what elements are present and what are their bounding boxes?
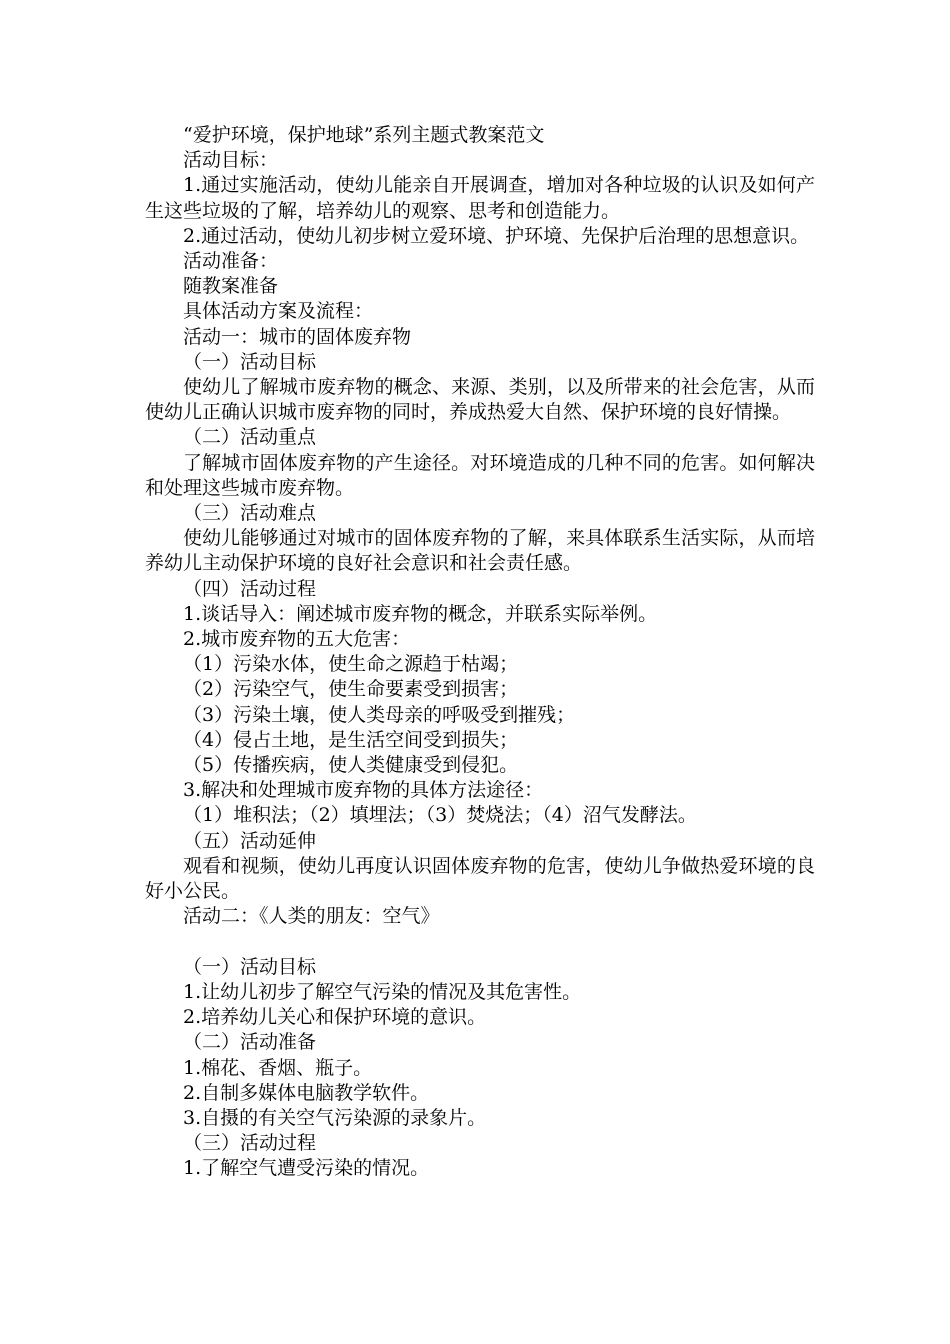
list-item: （5）传播疾病，使人类健康受到侵犯。 (183, 754, 519, 777)
list-item: （1）污染水体，使生命之源趋于枯竭； (183, 653, 519, 676)
list-item: 1.棉花、香烟、瓶子。 (183, 1056, 373, 1079)
activity-heading: 活动二：《人类的朋友：空气》 (183, 905, 440, 928)
document-title: “爱护环境，保护地球”系列主题式教案范文 (183, 124, 545, 146)
list-item: 2.培养幼儿关心和保护环境的意识。 (183, 1006, 487, 1029)
paragraph: 2.通过活动，使幼儿初步树立爱环境、护环境、先保护后治理的思想意识。 (183, 224, 810, 247)
paragraph: 观看和视频，使幼儿再度认识固体废弃物的危害，使幼儿争做热爱环境的良好小公民。 (145, 854, 815, 903)
document-body (145, 123, 815, 1182)
blank-line (145, 930, 815, 955)
list-item: （2）污染空气，使生命要素受到损害； (183, 678, 519, 701)
subsection-heading: （一）活动目标 (183, 955, 317, 978)
paragraph: 了解城市固体废弃物的产生途径。对环境造成的几种不同的危害。如何解决和处理这些城市废弃物。 (145, 451, 815, 499)
section-heading: 活动准备： (183, 250, 279, 273)
list-item: 1.让幼儿初步了解空气污染的情况及其危害性。 (183, 980, 582, 1003)
subsection-heading: （三）活动难点 (183, 502, 317, 525)
list-item: 3.自摄的有关空气污染源的录象片。 (183, 1106, 487, 1129)
paragraph: 使幼儿能够通过对城市的固体废弃物的了解，来具体联系生活实际，从而培养幼儿主动保护环境的良好社会意识和社会责任感。 (145, 527, 815, 575)
subsection-heading: （三）活动过程 (183, 1132, 317, 1155)
paragraph: 随教案准备 (183, 275, 279, 298)
activity-heading: 活动一：城市的固体废弃物 (183, 325, 412, 348)
paragraph: 1.通过实施活动，使幼儿能亲自开展调查，增加对各种垃圾的认识及如何产生这些垃圾的了解，培养幼儿的观察、思考和创造能力。 (145, 174, 815, 222)
list-item: 3.解决和处理城市废弃物的具体方法途径： (183, 779, 544, 802)
section-heading: 活动目标： (183, 149, 279, 172)
subsection-heading: （一）活动目标 (183, 350, 317, 373)
list-item: 1.谈话导入：阐述城市废弃物的概念，并联系实际举例。 (183, 602, 658, 625)
subsection-heading: （四）活动过程 (183, 577, 317, 600)
list-item: （1）堆积法；（2）填埋法；（3）焚烧法；（4）沼气发酵法。 (183, 804, 697, 827)
list-item: 2.城市废弃物的五大危害： (183, 628, 411, 651)
paragraph: 使幼儿了解城市废弃物的概念、来源、类别，以及所带来的社会危害，从而使幼儿正确认识城市废弃物的同时，养成热爱大自然、保护环境的良好情操。 (145, 376, 815, 424)
subsection-heading: （二）活动重点 (183, 426, 317, 449)
list-item: 1.了解空气遭受污染的情况。 (183, 1157, 430, 1180)
list-item: 2.自制多媒体电脑教学软件。 (183, 1081, 430, 1104)
subsection-heading: （二）活动准备 (183, 1031, 317, 1054)
subsection-heading: （五）活动延伸 (183, 829, 317, 852)
section-heading: 具体活动方案及流程： (183, 300, 374, 323)
list-item: （4）侵占土地，是生活空间受到损失； (183, 728, 519, 751)
list-item: （3）污染土壤，使人类母亲的呼吸受到摧残； (183, 703, 576, 726)
